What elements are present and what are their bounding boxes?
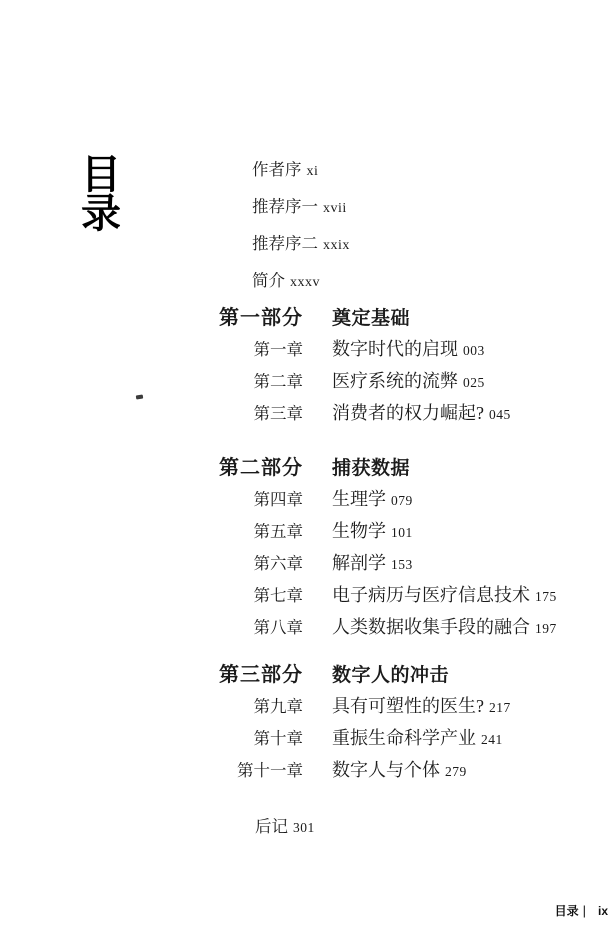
chapter-page: 153 [391, 557, 413, 572]
part-header-row [193, 453, 613, 484]
chapter-row [193, 548, 613, 580]
front-matter-page: xi [306, 164, 319, 179]
chapter-page: 197 [535, 621, 557, 636]
chapter-title-text: 重振生命科学产业 [332, 728, 476, 748]
chapter-label: 第九章 [253, 697, 303, 716]
chapter-title-text: 医疗系统的流弊 [332, 371, 458, 391]
front-matter-page: xxix [323, 238, 350, 253]
chapter-row [193, 612, 613, 644]
front-matter-label: 推荐序一 [252, 197, 318, 216]
running-footer [555, 902, 608, 919]
chapter-row [193, 398, 613, 430]
footer-section-label: 目录 [554, 904, 579, 918]
chapter-label: 第五章 [253, 522, 303, 541]
chapter-title-text: 数字时代的启现 [332, 339, 458, 359]
back-matter-entry [255, 812, 315, 843]
chapter-title [332, 366, 485, 398]
chapter-row [193, 516, 613, 548]
chapter-label: 第十一章 [237, 761, 303, 780]
chapter-title-text: 生物学 [332, 521, 386, 541]
front-matter-item [252, 263, 350, 300]
front-matter-item [252, 189, 350, 226]
front-matter-label: 推荐序二 [252, 234, 318, 253]
part-title: 奠定基础 [332, 308, 411, 329]
chapter-title [332, 334, 485, 366]
chapter-row [193, 691, 613, 723]
chapter-row [193, 580, 613, 612]
part-section [193, 303, 613, 430]
chapter-label: 第十章 [253, 729, 303, 748]
part-header-row [193, 660, 613, 691]
chapter-title-text: 解剖学 [332, 553, 386, 573]
chapter-title [332, 755, 467, 787]
chapter-title [332, 723, 503, 755]
part-section [193, 660, 613, 787]
chapter-page: 279 [445, 764, 467, 779]
part-label: 第一部分 [219, 307, 303, 329]
chapter-row [193, 484, 613, 516]
front-matter-page: xxxv [290, 275, 320, 290]
chapter-title-text: 生理学 [332, 489, 386, 509]
chapter-list [193, 691, 613, 787]
chapter-list [193, 334, 613, 430]
chapter-label: 第四章 [253, 490, 303, 509]
chapter-title [332, 580, 557, 612]
chapter-row [193, 755, 613, 787]
chapter-title [332, 516, 413, 548]
chapter-title [332, 484, 413, 516]
chapter-page: 175 [535, 589, 557, 604]
chapter-row [193, 334, 613, 366]
chapter-title [332, 612, 557, 644]
chapter-label: 第一章 [253, 340, 303, 359]
chapter-title [332, 691, 511, 723]
front-matter-item [252, 152, 350, 189]
chapter-page: 003 [463, 343, 485, 358]
part-label: 第二部分 [219, 457, 303, 479]
page-title: 目录 [81, 152, 121, 236]
back-matter-label: 后记 [255, 817, 288, 836]
chapter-page: 025 [463, 375, 485, 390]
chapter-title-text: 电子病历与医疗信息技术 [332, 585, 530, 605]
chapter-page: 101 [391, 525, 413, 540]
chapter-page: 217 [489, 700, 511, 715]
chapter-label: 第三章 [253, 404, 303, 423]
chapter-list [193, 484, 613, 644]
part-title: 捕获数据 [332, 458, 411, 479]
front-matter-item [252, 226, 350, 263]
part-section [193, 453, 613, 644]
chapter-label: 第六章 [253, 554, 303, 573]
chapter-label: 第八章 [253, 618, 303, 637]
back-matter-page: 301 [293, 820, 315, 835]
chapter-title-text: 具有可塑性的医生? [332, 696, 484, 716]
part-title: 数字人的冲击 [332, 665, 450, 686]
front-matter-page: xvii [323, 201, 347, 216]
chapter-title-text: 数字人与个体 [332, 760, 440, 780]
chapter-title-text: 消费者的权力崛起? [332, 403, 484, 423]
part-header-row [193, 303, 613, 334]
chapter-title-text: 人类数据收集手段的融合 [332, 617, 530, 637]
chapter-title [332, 548, 413, 580]
scan-artifact [136, 395, 143, 400]
part-label: 第三部分 [219, 664, 303, 686]
chapter-label: 第二章 [253, 372, 303, 391]
chapter-page: 079 [391, 493, 413, 508]
footer-page-number: ix [597, 903, 608, 918]
footer-separator: | [582, 903, 586, 918]
chapter-row [193, 366, 613, 398]
chapter-row [193, 723, 613, 755]
chapter-page: 241 [481, 732, 503, 747]
chapter-title [332, 398, 511, 430]
chapter-label: 第七章 [253, 586, 303, 605]
chapter-page: 045 [489, 407, 511, 422]
front-matter-label: 作者序 [252, 160, 302, 179]
front-matter-list [252, 152, 350, 300]
front-matter-label: 简介 [252, 271, 285, 290]
